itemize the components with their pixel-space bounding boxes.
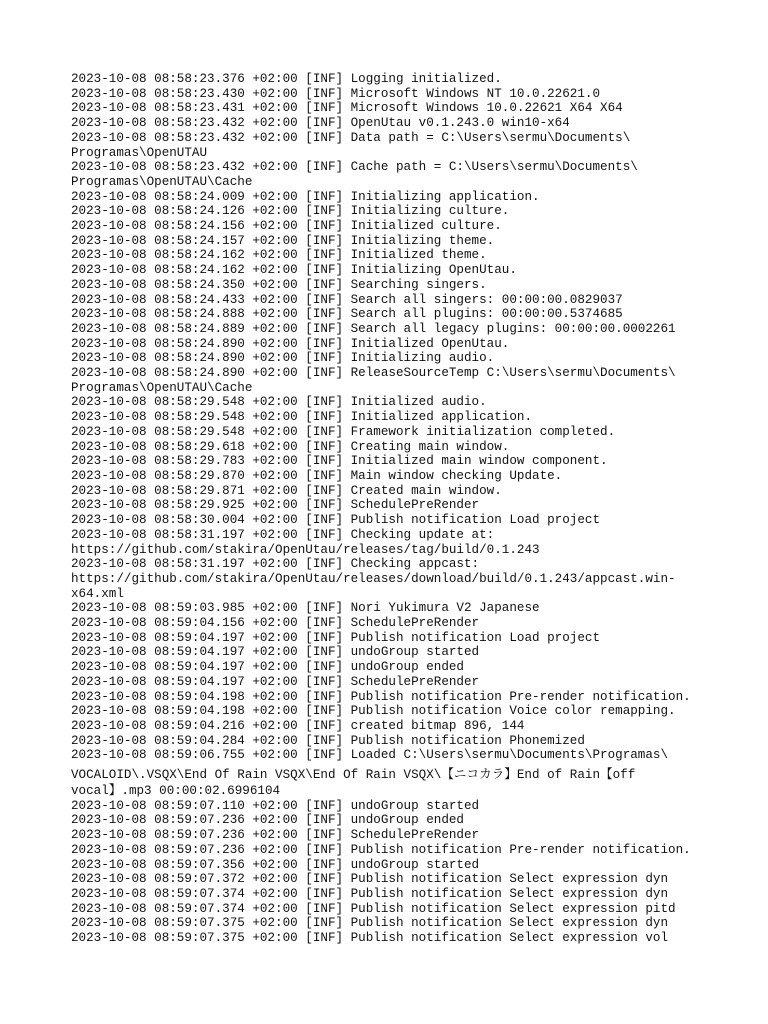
log-line: 2023-10-08 08:58:24.350 +02:00 [INF] Searching singers. (71, 277, 487, 292)
log-line: 2023-10-08 08:59:04.216 +02:00 [INF] created bitmap 896, 144 (71, 718, 525, 733)
log-line: https://github.com/stakira/OpenUtau/releases/tag/build/0.1.243 (71, 542, 540, 557)
log-line: 2023-10-08 08:59:07.372 +02:00 [INF] Publish notification Select expression dyn (71, 872, 669, 887)
log-line: 2023-10-08 08:59:04.156 +02:00 [INF] SchedulePreRender (71, 616, 480, 631)
log-line: Programas\OpenUTAU\Cache (71, 174, 253, 189)
log-line: 2023-10-08 08:59:07.356 +02:00 [INF] undoGroup started (71, 857, 480, 872)
log-line: 2023-10-08 08:58:24.890 +02:00 [INF] ReleaseSourceTemp C:\Users\sermu\Documents\ (71, 366, 676, 381)
log-line: 2023-10-08 08:58:23.430 +02:00 [INF] Microsoft Windows NT 10.0.22621.0 (71, 86, 601, 101)
log-line: 2023-10-08 08:58:29.870 +02:00 [INF] Main window checking Update. (71, 468, 563, 483)
log-line: 2023-10-08 08:59:07.236 +02:00 [INF] SchedulePreRender (71, 828, 480, 843)
log-line: 2023-10-08 08:59:07.375 +02:00 [INF] Publish notification Select expression vol (71, 931, 669, 946)
log-line: 2023-10-08 08:59:07.374 +02:00 [INF] Publish notification Select expression dyn (71, 886, 669, 901)
log-line: 2023-10-08 08:58:29.783 +02:00 [INF] Initialized main window component. (71, 454, 608, 469)
log-line: 2023-10-08 08:58:23.431 +02:00 [INF] Microsoft Windows 10.0.22621 X64 X64 (71, 101, 623, 116)
log-line: 2023-10-08 08:58:23.376 +02:00 [INF] Logging initialized. (71, 72, 502, 86)
log-line: Programas\OpenUTAU (71, 145, 208, 160)
log-line: x64.xml (71, 586, 124, 601)
log-line: 2023-10-08 08:58:24.890 +02:00 [INF] Initializing audio. (71, 351, 495, 366)
log-line: 2023-10-08 08:58:31.197 +02:00 [INF] Checking update at: (71, 527, 495, 542)
log-line: 2023-10-08 08:58:24.162 +02:00 [INF] Initialized theme. (71, 248, 487, 263)
log-line: 2023-10-08 08:58:29.871 +02:00 [INF] Created main window. (71, 483, 502, 498)
log-line: 2023-10-08 08:59:07.236 +02:00 [INF] Publish notification Pre-render notification. (71, 842, 691, 857)
log-line: 2023-10-08 08:58:24.156 +02:00 [INF] Initialized culture. (71, 219, 502, 234)
log-line: 2023-10-08 08:58:24.433 +02:00 [INF] Search all singers: 00:00:00.0829037 (71, 292, 623, 307)
log-line: 2023-10-08 08:58:23.432 +02:00 [INF] Data path = C:\Users\sermu\Documents\ (71, 130, 631, 145)
log-line: 2023-10-08 08:59:03.985 +02:00 [INF] Nori Yukimura V2 Japanese (71, 601, 540, 616)
log-line: 2023-10-08 08:58:24.162 +02:00 [INF] Initializing OpenUtau. (71, 263, 517, 278)
log-line: 2023-10-08 08:59:04.197 +02:00 [INF] undoGroup started (71, 645, 480, 660)
log-line: vocal】.mp3 00:00:02.6996104 (71, 784, 281, 799)
log-line: 2023-10-08 08:58:24.157 +02:00 [INF] Initializing theme. (71, 233, 495, 248)
log-line: 2023-10-08 08:59:04.197 +02:00 [INF] Publish notification Load project (71, 630, 601, 645)
log-line: 2023-10-08 08:58:24.126 +02:00 [INF] Initializing culture. (71, 204, 510, 219)
log-line: 2023-10-08 08:58:29.618 +02:00 [INF] Creating main window. (71, 439, 510, 454)
log-line: 2023-10-08 08:58:24.009 +02:00 [INF] Initializing application. (71, 189, 540, 204)
log-line: 2023-10-08 08:59:07.374 +02:00 [INF] Publish notification Select expression pitd (71, 901, 676, 916)
log-line: 2023-10-08 08:58:29.548 +02:00 [INF] Framework initialization completed. (71, 424, 616, 439)
log-line: 2023-10-08 08:59:04.284 +02:00 [INF] Publish notification Phonemized (71, 733, 585, 748)
log-line: 2023-10-08 08:59:04.198 +02:00 [INF] Publish notification Pre-render notification. (71, 689, 691, 704)
log-line: 2023-10-08 08:59:07.375 +02:00 [INF] Publish notification Select expression dyn (71, 916, 669, 931)
log-line: https://github.com/stakira/OpenUtau/releases/download/build/0.1.243/appcast.win- (71, 571, 676, 586)
log-line: 2023-10-08 08:58:29.548 +02:00 [INF] Initialized application. (71, 410, 533, 425)
log-line: 2023-10-08 08:58:24.890 +02:00 [INF] Initialized OpenUtau. (71, 336, 510, 351)
log-line: 2023-10-08 08:59:04.197 +02:00 [INF] undoGroup ended (71, 660, 464, 675)
log-line: Programas\OpenUTAU\Cache (71, 380, 253, 395)
log-line: 2023-10-08 08:59:04.197 +02:00 [INF] SchedulePreRender (71, 674, 480, 689)
log-line: 2023-10-08 08:58:29.548 +02:00 [INF] Initialized audio. (71, 395, 487, 410)
log-line: 2023-10-08 08:59:04.198 +02:00 [INF] Publish notification Voice color remapping. (71, 704, 676, 719)
log-line: 2023-10-08 08:58:29.925 +02:00 [INF] SchedulePreRender (71, 498, 480, 513)
log-line: 2023-10-08 08:58:23.432 +02:00 [INF] Cache path = C:\Users\sermu\Documents\ (71, 160, 638, 175)
log-line: 2023-10-08 08:58:24.888 +02:00 [INF] Search all plugins: 00:00:00.5374685 (71, 307, 623, 322)
log-line: VOCALOID\.VSQX\End Of Rain VSQX\End Of Rain VSQX\【ニコカラ】End of Rain【off (71, 768, 636, 783)
log-line: 2023-10-08 08:58:31.197 +02:00 [INF] Checking appcast: (71, 557, 480, 572)
log-line: 2023-10-08 08:58:23.432 +02:00 [INF] OpenUtau v0.1.243.0 win10-x64 (71, 116, 570, 131)
log-text (71, 72, 711, 946)
log-line: 2023-10-08 08:59:06.755 +02:00 [INF] Loaded C:\Users\sermu\Documents\Programas\ (71, 748, 669, 763)
log-line: 2023-10-08 08:58:24.889 +02:00 [INF] Search all legacy plugins: 00:00:00.0002261 (71, 321, 676, 336)
log-line: 2023-10-08 08:58:30.004 +02:00 [INF] Publish notification Load project (71, 513, 601, 528)
log-line: 2023-10-08 08:59:07.110 +02:00 [INF] undoGroup started (71, 798, 480, 813)
log-line: 2023-10-08 08:59:07.236 +02:00 [INF] undoGroup ended (71, 813, 464, 828)
